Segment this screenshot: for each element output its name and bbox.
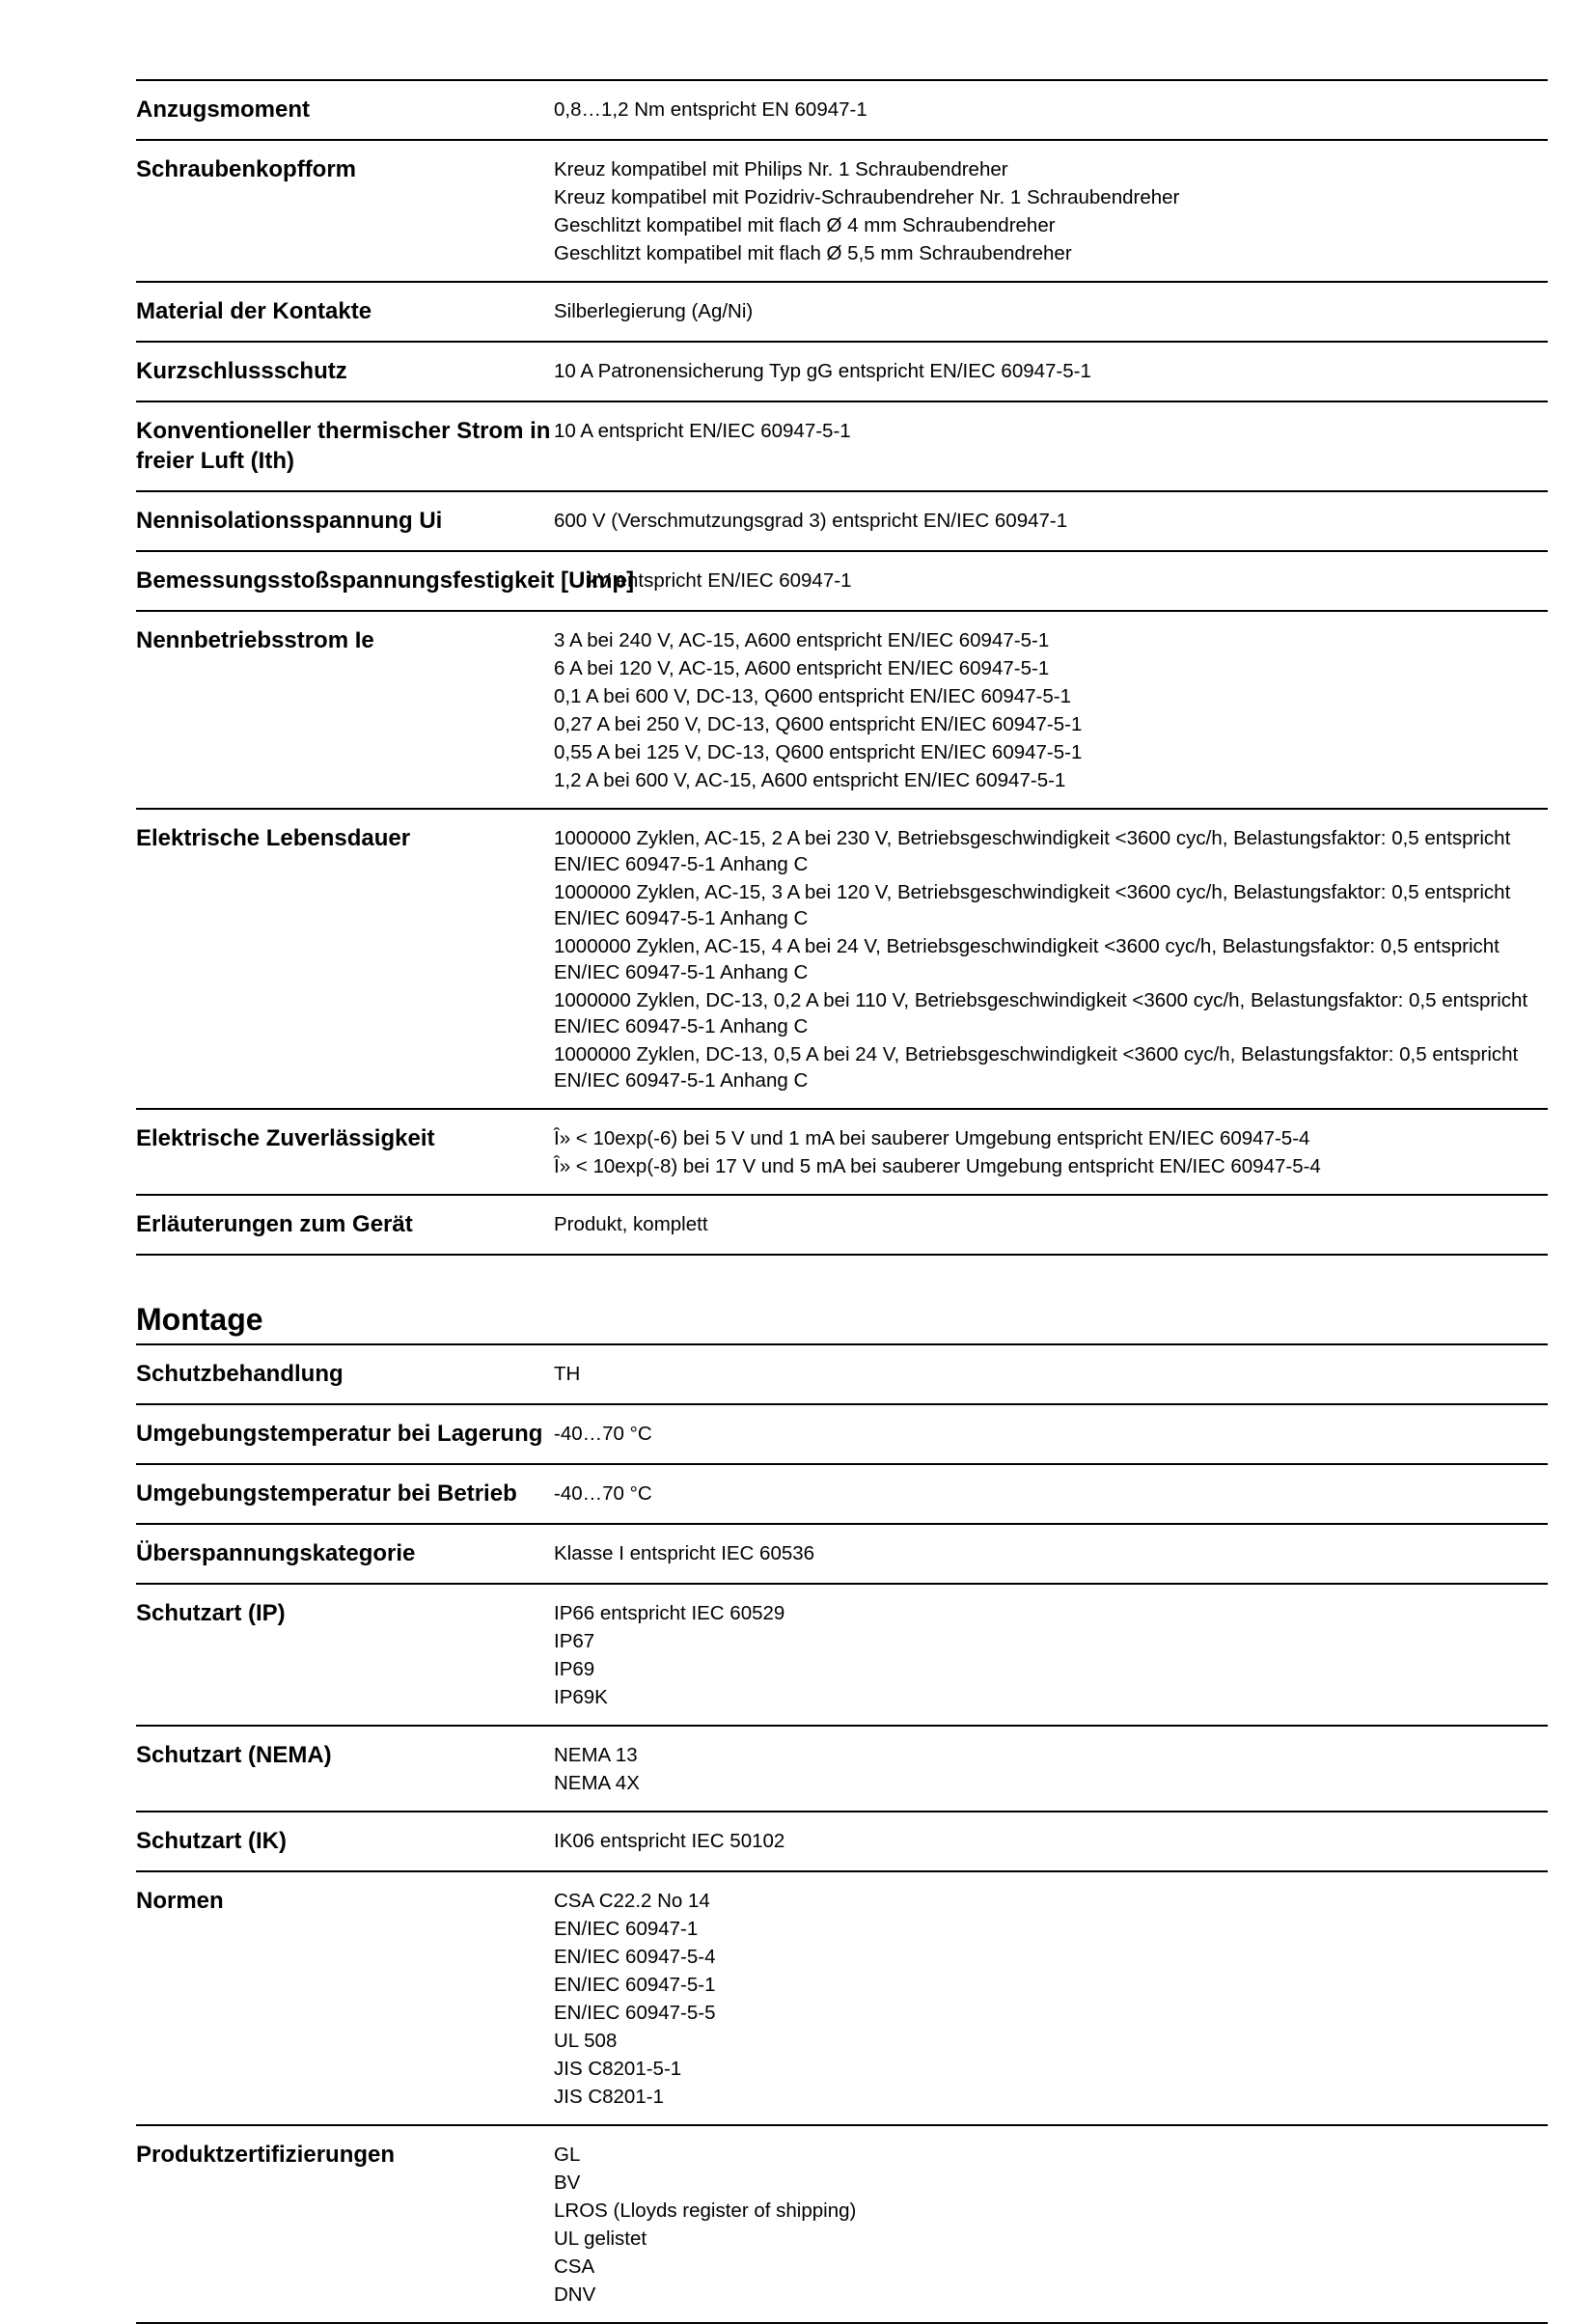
spec-values (554, 296, 1548, 326)
spec-row-schutzart-nema (136, 1727, 1548, 1812)
spec-values (554, 154, 1548, 266)
spec-value: Klasse I entspricht IEC 60536 (554, 1542, 815, 1564)
spec-label: Schraubenkopfform (136, 156, 357, 182)
spec-value: BV (554, 2172, 581, 2194)
spec-row-konventioneller-thermischer-strom-in-freier-luft-ith (136, 402, 1548, 492)
spec-row-bemessungsstossspannungsfestigkeit-uimp (136, 552, 1548, 612)
spec-label: Schutzbehandlung (136, 1361, 344, 1387)
spec-row-elektrische-zuverlaessigkeit (136, 1110, 1548, 1196)
spec-label: Produktzertifizierungen (136, 2142, 396, 2168)
spec-row-normen (136, 1872, 1548, 2126)
spec-value: IP66 entspricht IEC 60529 (554, 1602, 785, 1624)
spec-label: Kurzschlussschutz (136, 358, 347, 384)
spec-label: Nennisolationsspannung Ui (136, 508, 443, 534)
spec-value: EN/IEC 60947-1 (554, 1918, 699, 1940)
spec-value: 0,8…1,2 Nm entspricht EN 60947-1 (554, 98, 867, 121)
spec-value: IP67 (554, 1630, 595, 1652)
spec-row-schutzbehandlung (136, 1345, 1548, 1405)
spec-label: Schutzart (NEMA) (136, 1742, 332, 1768)
spec-value: -40…70 °C (554, 1482, 652, 1505)
spec-label: Konventioneller thermischer Strom in freier Luft (Ith) (136, 418, 551, 474)
spec-value: EN/IEC 60947-5-1 (554, 1974, 716, 1996)
section-title-montage: Montage (136, 1300, 1548, 1345)
spec-sheet-page (136, 79, 1548, 2324)
spec-value: 1000000 Zyklen, DC-13, 0,5 A bei 24 V, Betriebsgeschwindigkeit <3600 cyc/h, Belastungsfaktor: 0,5 entspricht EN/IEC 60947-5-1 Anhang C (554, 1043, 1519, 1092)
spec-label: Umgebungstemperatur bei Betrieb (136, 1480, 517, 1507)
spec-row-nennbetriebsstrom-ie (136, 612, 1548, 810)
spec-values (554, 356, 1548, 386)
spec-values (554, 1479, 1548, 1508)
spec-label: Bemessungsstoßspannungsfestigkeit [Uimp] (136, 567, 635, 594)
spec-row-material-der-kontakte (136, 283, 1548, 343)
spec-value: 10 A entspricht EN/IEC 60947-5-1 (554, 420, 851, 442)
spec-values (554, 1538, 1548, 1568)
spec-value: DNV (554, 2283, 596, 2306)
spec-value: JIS C8201-1 (554, 2086, 664, 2108)
spec-value: Geschlitzt kompatibel mit flach Ø 5,5 mm Schraubendreher (554, 242, 1072, 264)
spec-value: IP69 (554, 1658, 595, 1680)
spec-value: 1000000 Zyklen, AC-15, 4 A bei 24 V, Betriebsgeschwindigkeit <3600 cyc/h, Belastungsfaktor: 0,5 entspricht EN/IEC 60947-5-1 Anhang C (554, 935, 1500, 983)
spec-values (554, 1419, 1548, 1449)
spec-value: Geschlitzt kompatibel mit flach Ø 4 mm Schraubendreher (554, 214, 1056, 236)
spec-row-schraubenkopfform (136, 141, 1548, 283)
spec-values (554, 566, 1548, 595)
spec-row-kurzschlussschutz (136, 343, 1548, 402)
spec-values (554, 1598, 1548, 1710)
spec-value: GL (554, 2144, 581, 2166)
spec-row-schutzart-ip (136, 1585, 1548, 1727)
spec-row-anzugsmoment (136, 81, 1548, 141)
spec-value: UL gelistet (554, 2227, 647, 2250)
spec-value: 600 V (Verschmutzungsgrad 3) entspricht EN/IEC 60947-1 (554, 510, 1068, 532)
spec-values (554, 2140, 1548, 2308)
spec-value: NEMA 4X (554, 1772, 640, 1794)
spec-row-elektrische-lebensdauer (136, 810, 1548, 1110)
spec-value: IK06 entspricht IEC 50102 (554, 1830, 785, 1852)
spec-values (554, 95, 1548, 124)
spec-label: Schutzart (IP) (136, 1600, 286, 1626)
spec-table (136, 79, 1548, 1256)
spec-label: Umgebungstemperatur bei Lagerung (136, 1421, 543, 1447)
spec-value: JIS C8201-5-1 (554, 2058, 682, 2080)
spec-value: 1000000 Zyklen, AC-15, 3 A bei 120 V, Betriebsgeschwindigkeit <3600 cyc/h, Belastungsfaktor: 0,5 entspricht EN/IEC 60947-5-1 Anhang C (554, 881, 1511, 929)
spec-value: NEMA 13 (554, 1744, 638, 1766)
spec-value: 3 A bei 240 V, AC-15, A600 entspricht EN/IEC 60947-5-1 (554, 629, 1050, 651)
spec-value: Î» < 10exp(-8) bei 17 V und 5 mA bei sauberer Umgebung entspricht EN/IEC 60947-5-4 (554, 1155, 1321, 1177)
spec-value: CSA (554, 2255, 595, 2278)
spec-value: UL 508 (554, 2030, 618, 2052)
spec-value: TH (554, 1363, 581, 1385)
spec-row-erlaeuterungen-zum-geraet (136, 1196, 1548, 1256)
spec-label: Überspannungskategorie (136, 1540, 416, 1566)
spec-value: Produkt, komplett (554, 1213, 708, 1235)
spec-value: EN/IEC 60947-5-4 (554, 1946, 716, 1968)
spec-values (554, 506, 1548, 536)
spec-value: 1000000 Zyklen, DC-13, 0,2 A bei 110 V, Betriebsgeschwindigkeit <3600 cyc/h, Belastungsfaktor: 0,5 entspricht EN/IEC 60947-5-1 Anhang C (554, 989, 1528, 1038)
spec-row-umgebungstemperatur-bei-betrieb (136, 1465, 1548, 1525)
spec-value: IP69K (554, 1686, 608, 1708)
spec-values (554, 823, 1548, 1093)
spec-table (136, 1345, 1548, 2324)
spec-value: LROS (Lloyds register of shipping) (554, 2200, 857, 2222)
spec-value: 1,2 A bei 600 V, AC-15, A600 entspricht EN/IEC 60947-5-1 (554, 769, 1066, 791)
spec-values (554, 1123, 1548, 1179)
spec-value: Kreuz kompatibel mit Pozidriv-Schraubendreher Nr. 1 Schraubendreher (554, 186, 1180, 208)
spec-value: CSA C22.2 No 14 (554, 1890, 710, 1912)
spec-values (554, 1826, 1548, 1856)
spec-value: Silberlegierung (Ag/Ni) (554, 300, 754, 322)
spec-values (554, 1209, 1548, 1239)
spec-value: 10 A Patronensicherung Typ gG entspricht EN/IEC 60947-5-1 (554, 360, 1091, 382)
spec-row-nennisolationsspannung-ui (136, 492, 1548, 552)
spec-value: 6 A bei 120 V, AC-15, A600 entspricht EN/IEC 60947-5-1 (554, 657, 1050, 679)
spec-label: Normen (136, 1888, 224, 1914)
spec-value: Î» < 10exp(-6) bei 5 V und 1 mA bei sauberer Umgebung entspricht EN/IEC 60947-5-4 (554, 1127, 1310, 1149)
spec-label: Elektrische Lebensdauer (136, 825, 411, 851)
spec-row-ueberspannungskategorie (136, 1525, 1548, 1585)
spec-row-schutzart-ik (136, 1812, 1548, 1872)
spec-value: EN/IEC 60947-5-5 (554, 2002, 716, 2024)
spec-values (554, 416, 1548, 476)
spec-label: Anzugsmoment (136, 97, 310, 123)
spec-label: Erläuterungen zum Gerät (136, 1211, 413, 1237)
spec-value: kV entspricht EN/IEC 60947-1 (588, 569, 852, 592)
spec-row-produktzertifizierungen (136, 2126, 1548, 2324)
spec-value: Kreuz kompatibel mit Philips Nr. 1 Schraubendreher (554, 158, 1008, 180)
spec-value: 0,55 A bei 125 V, DC-13, Q600 entspricht EN/IEC 60947-5-1 (554, 741, 1083, 763)
spec-label: Schutzart (IK) (136, 1828, 287, 1854)
spec-values (554, 1886, 1548, 2110)
spec-values (554, 1740, 1548, 1796)
spec-value: -40…70 °C (554, 1423, 652, 1445)
spec-label: Elektrische Zuverlässigkeit (136, 1125, 435, 1151)
spec-value: 0,1 A bei 600 V, DC-13, Q600 entspricht EN/IEC 60947-5-1 (554, 685, 1071, 707)
spec-row-umgebungstemperatur-bei-lagerung (136, 1405, 1548, 1465)
spec-value: 1000000 Zyklen, AC-15, 2 A bei 230 V, Betriebsgeschwindigkeit <3600 cyc/h, Belastungsfaktor: 0,5 entspricht EN/IEC 60947-5-1 Anhang C (554, 827, 1511, 875)
spec-values (554, 625, 1548, 793)
spec-label: Material der Kontakte (136, 298, 372, 324)
spec-values (554, 1359, 1548, 1389)
spec-value: 0,27 A bei 250 V, DC-13, Q600 entspricht EN/IEC 60947-5-1 (554, 713, 1083, 735)
spec-label: Nennbetriebsstrom Ie (136, 627, 374, 653)
